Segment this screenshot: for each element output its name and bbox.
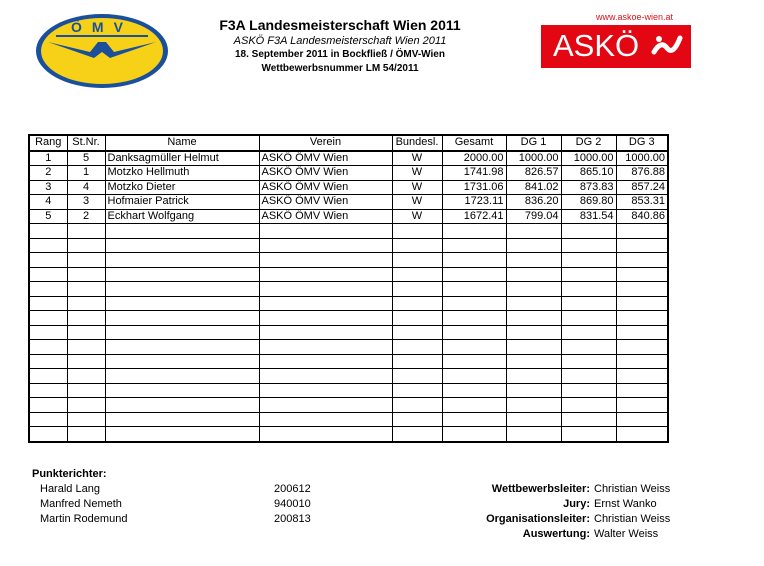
table-cell: ASKÖ ÖMV Wien [259,166,392,181]
table-cell [392,383,442,398]
table-cell: 873.83 [561,180,616,195]
table-row [29,224,668,239]
table-cell [616,238,668,253]
table-cell: 1731.06 [442,180,506,195]
table-cell [561,253,616,268]
table-row [29,195,668,210]
table-cell [392,253,442,268]
table-cell [105,311,259,326]
table-row [29,253,668,268]
table-row [29,282,668,297]
table-cell: 1000.00 [506,151,561,166]
table-cell [442,238,506,253]
column-header: Verein [259,135,392,151]
table-cell [506,398,561,413]
table-cell [442,311,506,326]
table-cell [29,238,67,253]
table-cell [506,354,561,369]
table-cell [506,238,561,253]
table-cell [105,398,259,413]
table-cell [616,267,668,282]
table-cell [392,325,442,340]
table-cell [29,224,67,239]
table-cell: 1741.98 [442,166,506,181]
table-cell: 2 [67,209,105,224]
table-cell [506,282,561,297]
table-cell: Danksagmüller Helmut [105,151,259,166]
table-cell [67,427,105,442]
table-cell: ASKÖ ÖMV Wien [259,180,392,195]
table-cell: W [392,180,442,195]
official-label: Jury: [563,498,590,510]
column-header: Name [105,135,259,151]
table-cell: ASKÖ ÖMV Wien [259,195,392,210]
table-cell [442,398,506,413]
askoe-swoosh-icon [651,32,683,60]
table-cell [105,253,259,268]
table-cell [506,412,561,427]
table-row [29,412,668,427]
table-cell [67,282,105,297]
table-cell [29,325,67,340]
official-label: Wettbewerbsleiter: [491,483,590,495]
column-header: St.Nr. [67,135,105,151]
table-cell [561,398,616,413]
table-row [29,340,668,355]
table-cell [29,253,67,268]
table-cell: W [392,151,442,166]
table-cell: 1723.11 [442,195,506,210]
column-header: Bundesl. [392,135,442,151]
table-cell [561,267,616,282]
table-cell [105,369,259,384]
table-cell [259,296,392,311]
table-cell [259,427,392,442]
table-cell: 5 [67,151,105,166]
table-cell [259,398,392,413]
table-row [29,296,668,311]
table-row [29,383,668,398]
table-cell: 826.57 [506,166,561,181]
table-cell: ASKÖ ÖMV Wien [259,209,392,224]
table-cell [616,224,668,239]
document-subtitle: ASKÖ F3A Landesmeisterschaft Wien 2011 [233,35,447,47]
table-cell [442,267,506,282]
table-cell [506,311,561,326]
table-cell [506,253,561,268]
official-label: Auswertung: [522,528,590,540]
table-cell [616,311,668,326]
table-cell [616,354,668,369]
table-row [29,267,668,282]
table-cell [259,325,392,340]
judge-number: 200813 [274,513,311,525]
table-cell: 799.04 [506,209,561,224]
table-cell [105,383,259,398]
table-cell: W [392,209,442,224]
table-cell [561,325,616,340]
table-cell [105,238,259,253]
table-cell [259,311,392,326]
table-cell: Motzko Dieter [105,180,259,195]
table-cell [616,340,668,355]
table-cell [29,311,67,326]
table-cell [29,369,67,384]
table-cell: Eckhart Wolfgang [105,209,259,224]
table-cell [29,427,67,442]
table-cell [506,267,561,282]
table-cell [392,311,442,326]
table-cell [616,412,668,427]
table-cell: ASKÖ ÖMV Wien [259,151,392,166]
table-cell: 853.31 [616,195,668,210]
table-cell [105,354,259,369]
table-cell [259,238,392,253]
column-header: Rang [29,135,67,151]
table-cell [561,354,616,369]
table-cell [67,238,105,253]
askoe-url: www.askoe-wien.at [596,12,674,22]
table-row [29,166,668,181]
table-cell: 1 [29,151,67,166]
table-cell [105,224,259,239]
table-cell [29,383,67,398]
table-row [29,180,668,195]
official-value: Walter Weiss [594,528,659,540]
table-cell [616,253,668,268]
askoe-logo-text: ASKÖ [553,28,640,63]
document-header [190,16,490,76]
table-cell [561,311,616,326]
table-row [29,369,668,384]
table-row [29,151,668,166]
table-cell [616,296,668,311]
table-cell: 857.24 [616,180,668,195]
table-cell [616,282,668,297]
table-cell [67,398,105,413]
table-cell [506,325,561,340]
official-value: Ernst Wanko [594,498,657,510]
table-cell [561,369,616,384]
table-cell [392,224,442,239]
table-cell [506,340,561,355]
table-cell [259,369,392,384]
table-cell [67,267,105,282]
table-cell [561,383,616,398]
table-cell: 869.80 [561,195,616,210]
table-cell [67,369,105,384]
column-header: Gesamt [442,135,506,151]
table-cell [392,238,442,253]
table-row [29,325,668,340]
table-cell: 3 [67,195,105,210]
table-cell [29,340,67,355]
table-cell [392,427,442,442]
table-cell: 4 [29,195,67,210]
table-cell: 1000.00 [561,151,616,166]
table-cell [392,412,442,427]
table-cell [67,311,105,326]
table-cell [442,412,506,427]
table-row [29,311,668,326]
results-table [28,134,669,443]
judges-title: Punkterichter: [32,468,107,480]
table-cell [105,267,259,282]
table-cell [67,253,105,268]
official-value: Christian Weiss [594,513,671,525]
table-cell [259,354,392,369]
table-cell [29,267,67,282]
table-cell [29,412,67,427]
table-cell [67,325,105,340]
judge-name: Harald Lang [40,483,100,495]
table-row [29,398,668,413]
table-cell [442,340,506,355]
official-label: Organisationsleiter: [486,513,590,525]
table-cell [392,267,442,282]
table-cell [616,325,668,340]
svg-text:ÖMV: ÖMV [71,19,133,35]
table-cell [67,354,105,369]
table-cell [442,296,506,311]
judge-number: 200612 [274,483,311,495]
table-cell [442,224,506,239]
table-cell [259,224,392,239]
table-cell [67,340,105,355]
table-cell [442,427,506,442]
table-cell [29,354,67,369]
table-cell: 841.02 [506,180,561,195]
table-cell [105,427,259,442]
table-row [29,354,668,369]
table-cell [561,427,616,442]
table-row [29,238,668,253]
competition-number: Wettbewerbsnummer LM 54/2011 [261,63,419,74]
table-cell: Motzko Hellmuth [105,166,259,181]
table-cell [506,383,561,398]
table-cell [392,340,442,355]
table-cell [442,354,506,369]
table-cell [442,369,506,384]
table-row [29,427,668,442]
table-cell: 876.88 [616,166,668,181]
table-cell [616,427,668,442]
table-cell: 1672.41 [442,209,506,224]
table-cell [442,282,506,297]
table-cell [561,238,616,253]
table-cell [105,325,259,340]
table-cell [561,412,616,427]
table-cell [506,224,561,239]
table-cell: 2000.00 [442,151,506,166]
askoe-logo [541,25,691,68]
table-cell [616,369,668,384]
judge-name: Manfred Nemeth [40,498,122,510]
table-cell [561,340,616,355]
table-cell [392,398,442,413]
table-cell [67,412,105,427]
table-cell: 831.54 [561,209,616,224]
column-header: DG 2 [561,135,616,151]
table-cell [29,296,67,311]
table-cell [616,398,668,413]
table-header-row [29,135,668,151]
table-row [29,209,668,224]
table-cell [259,340,392,355]
table-cell [392,354,442,369]
omv-logo [34,12,170,90]
table-cell: 1 [67,166,105,181]
table-cell [392,296,442,311]
table-cell: 4 [67,180,105,195]
date-location: 18. September 2011 in Bockfließ / ÖMV-Wien [235,49,445,60]
table-cell: W [392,195,442,210]
table-cell [259,267,392,282]
judge-number: 940010 [274,498,311,510]
table-cell [29,398,67,413]
table-cell [442,325,506,340]
table-cell: 840.86 [616,209,668,224]
table-cell [105,340,259,355]
table-cell [506,369,561,384]
table-cell [506,296,561,311]
table-cell [442,383,506,398]
table-cell [67,383,105,398]
table-cell [259,253,392,268]
table-cell [259,282,392,297]
table-cell [29,282,67,297]
table-cell [616,383,668,398]
table-cell [561,296,616,311]
table-cell [392,369,442,384]
table-cell [259,412,392,427]
column-header: DG 3 [616,135,668,151]
table-cell [259,383,392,398]
official-value: Christian Weiss [594,483,671,495]
table-cell [67,224,105,239]
table-cell: Hofmaier Patrick [105,195,259,210]
table-cell [506,427,561,442]
table-cell: 2 [29,166,67,181]
table-cell: W [392,166,442,181]
table-cell: 836.20 [506,195,561,210]
table-cell [67,296,105,311]
table-cell: 1000.00 [616,151,668,166]
table-cell [561,224,616,239]
table-cell [105,282,259,297]
judge-name: Martin Rodemund [40,513,128,525]
table-cell [442,253,506,268]
column-header: DG 1 [506,135,561,151]
table-cell [392,282,442,297]
table-cell: 865.10 [561,166,616,181]
table-cell: 3 [29,180,67,195]
table-cell: 5 [29,209,67,224]
document-title: F3A Landesmeisterschaft Wien 2011 [219,17,461,33]
table-cell [105,296,259,311]
table-cell [105,412,259,427]
table-cell [561,282,616,297]
